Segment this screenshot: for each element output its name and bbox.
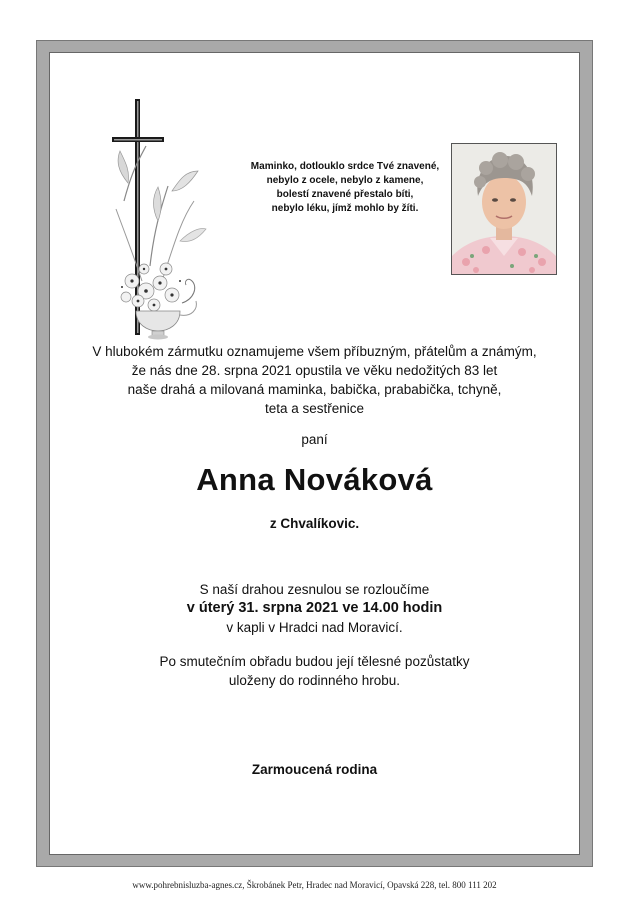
verse-line: bolestí znavené přestalo bíti, — [276, 189, 414, 200]
verse-line: nebylo léku, jímž mohlo by žíti. — [271, 203, 419, 214]
funeral-service-contact: www.pohrebnisluzba-agnes.cz, Škrobánek Petr, Hradec nad Moravicí, Opavská 228, tel. 800 111 202 — [132, 880, 497, 890]
family-signature: Zarmoucená rodina — [251, 762, 378, 777]
notice-sheet — [49, 52, 580, 855]
deceased-name: Anna Nováková — [196, 462, 433, 497]
cross-with-lilies-icon — [102, 91, 212, 343]
burial-line: uloženy do rodinného hrobu. — [228, 673, 401, 688]
announcement-line: naše drahá a milovaná maminka, babička, prababička, tchyně, — [127, 382, 502, 397]
portrait-photo-icon — [451, 143, 557, 275]
funeral-intro: S naší drahou zesnulou se rozloučíme — [199, 582, 430, 597]
mourning-frame — [36, 40, 593, 867]
verse-line: Maminko, dotlouklo srdce Tvé znavené, — [250, 161, 440, 172]
funeral-datetime: v úterý 31. srpna 2021 ve 14.00 hodin — [186, 600, 443, 616]
announcement-line: V hlubokém zármutku oznamujeme všem příbuzným, přátelům a známým, — [92, 344, 537, 359]
announcement-line: teta a sestřenice — [264, 401, 365, 416]
hometown: z Chvalíkovic. — [269, 516, 360, 531]
portrait-figure-icon — [452, 144, 556, 274]
death-announcement — [90, 342, 539, 418]
honorific: paní — [301, 432, 328, 447]
burial-line: Po smutečním obřadu budou její tělesné pozůstatky — [159, 654, 470, 669]
announcement-line: že nás dne 28. srpna 2021 opustila ve věku nedožitých 83 let — [131, 363, 498, 378]
funeral-place: v kapli v Hradci nad Moravicí. — [226, 620, 403, 635]
funeral-details — [50, 580, 579, 637]
burial-note — [50, 652, 579, 690]
memorial-verse — [210, 160, 480, 216]
verse-line: nebylo z ocele, nebylo z kamene, — [266, 175, 424, 186]
